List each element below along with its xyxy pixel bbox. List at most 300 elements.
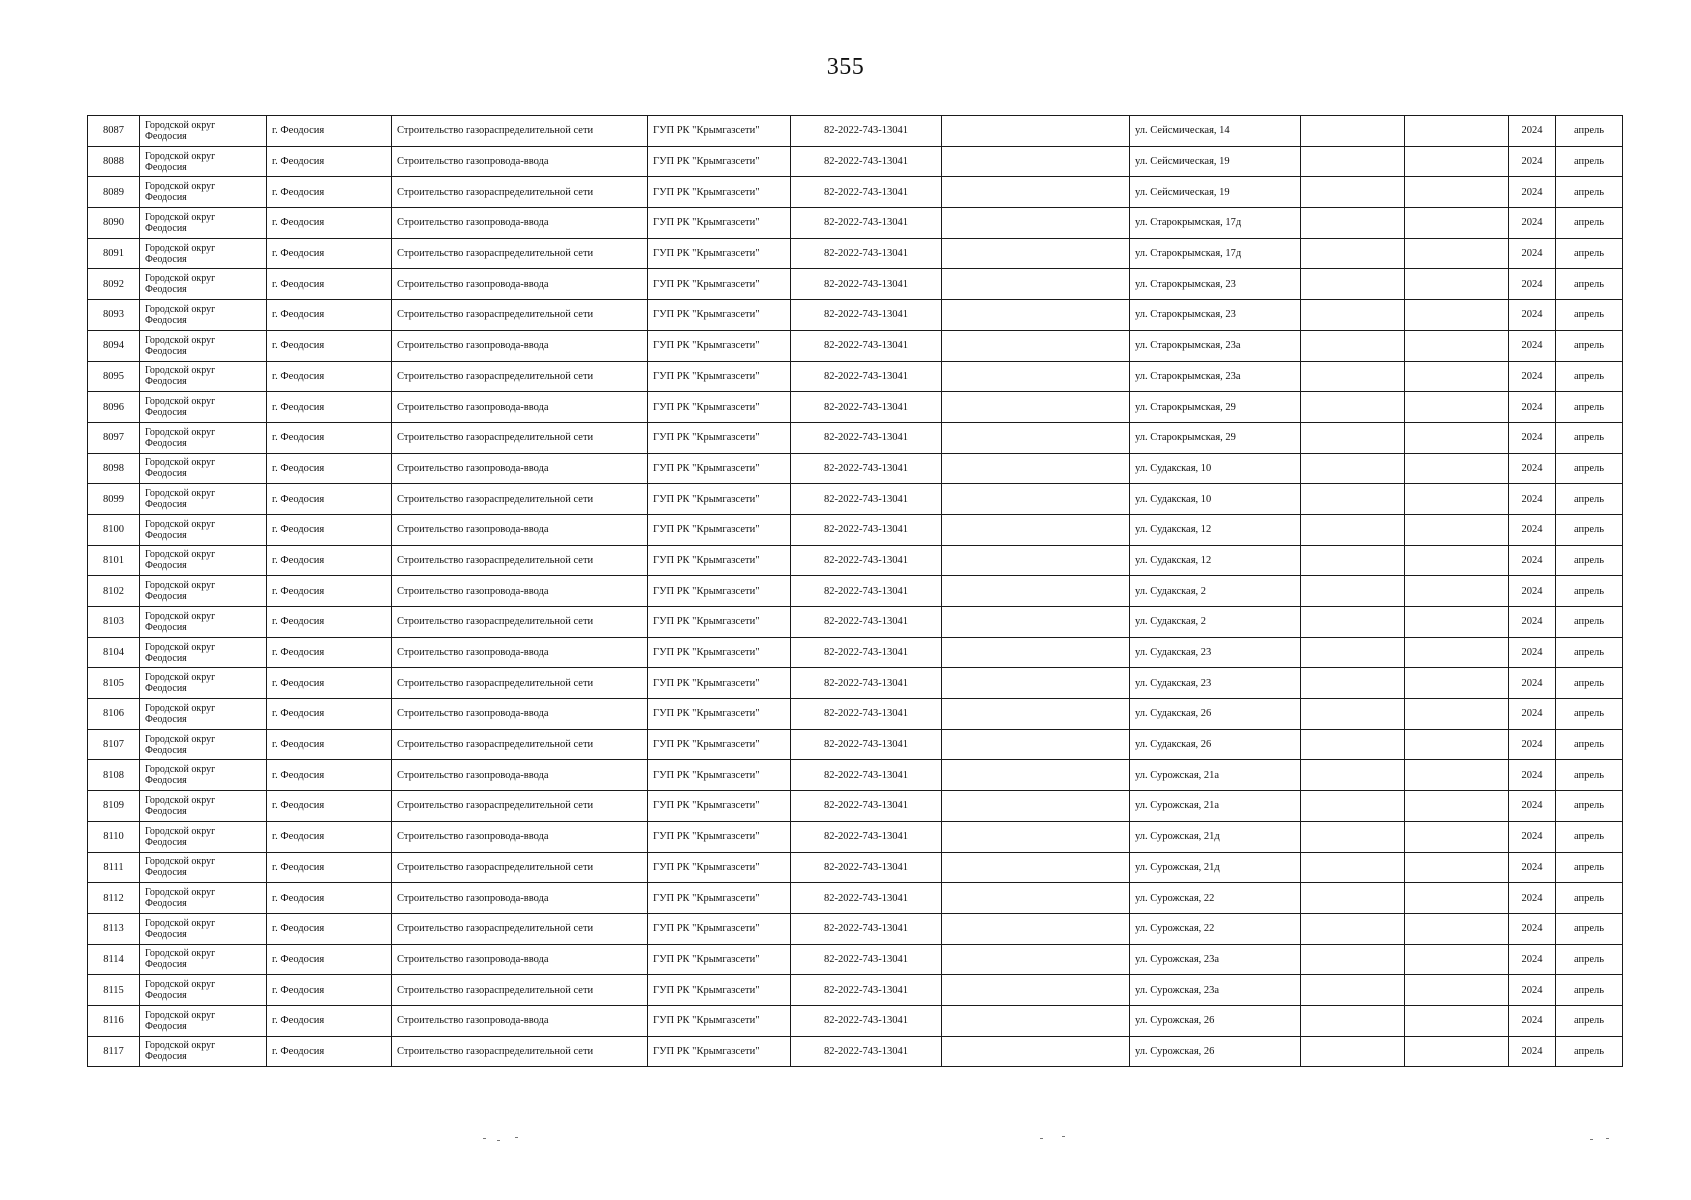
empty-cell — [1405, 760, 1509, 791]
district-cell — [140, 177, 267, 208]
month-cell: апрель — [1556, 699, 1623, 730]
district-line-1: Городской округ — [145, 948, 216, 960]
district-cell — [140, 821, 267, 852]
year-cell: 2024 — [1509, 361, 1556, 392]
district-line-2: Феодосия — [145, 253, 187, 265]
empty-cell — [1301, 269, 1405, 300]
work-type-cell: Строительство газораспределительной сети — [392, 361, 648, 392]
empty-cell — [942, 361, 1130, 392]
registry-code-cell: 82-2022-743-13041 — [791, 392, 942, 423]
row-number: 8106 — [88, 699, 140, 730]
work-type-cell: Строительство газораспределительной сети — [392, 238, 648, 269]
empty-cell — [1301, 208, 1405, 239]
table-row — [88, 300, 1623, 331]
address-cell: ул. Судакская, 12 — [1130, 545, 1301, 576]
city-cell: г. Феодосия — [267, 883, 392, 914]
organization-cell: ГУП РК "Крымгазсети" — [648, 607, 791, 638]
table-row — [88, 637, 1623, 668]
work-type-cell: Строительство газопровода-ввода — [392, 1005, 648, 1036]
empty-cell — [1301, 545, 1405, 576]
table-row — [88, 699, 1623, 730]
district-line-2: Феодосия — [145, 468, 187, 480]
city-cell: г. Феодосия — [267, 1036, 392, 1067]
empty-cell — [1405, 453, 1509, 484]
empty-cell — [1405, 116, 1509, 147]
month-cell: апрель — [1556, 1005, 1623, 1036]
empty-cell — [1301, 514, 1405, 545]
table-row — [88, 852, 1623, 883]
registry-code-cell: 82-2022-743-13041 — [791, 883, 942, 914]
district-line-1: Городской округ — [145, 150, 216, 162]
empty-cell — [942, 269, 1130, 300]
row-number: 8092 — [88, 269, 140, 300]
district-cell — [140, 760, 267, 791]
address-cell: ул. Судакская, 23 — [1130, 637, 1301, 668]
row-number: 8096 — [88, 392, 140, 423]
city-cell: г. Феодосия — [267, 699, 392, 730]
registry-code-cell: 82-2022-743-13041 — [791, 791, 942, 822]
city-cell: г. Феодосия — [267, 238, 392, 269]
district-line-1: Городской округ — [145, 1009, 216, 1021]
month-cell: апрель — [1556, 177, 1623, 208]
district-line-2: Феодосия — [145, 928, 187, 940]
district-line-2: Феодосия — [145, 407, 187, 419]
address-cell: ул. Старокрымская, 23а — [1130, 330, 1301, 361]
district-line-1: Городской округ — [145, 488, 216, 500]
district-line-1: Городской округ — [145, 580, 216, 592]
table-row — [88, 729, 1623, 760]
empty-cell — [1301, 1036, 1405, 1067]
empty-cell — [1405, 729, 1509, 760]
district-line-2: Феодосия — [145, 130, 187, 142]
empty-cell — [1301, 1005, 1405, 1036]
city-cell: г. Феодосия — [267, 576, 392, 607]
work-type-cell: Строительство газораспределительной сети — [392, 1036, 648, 1067]
work-type-cell: Строительство газопровода-ввода — [392, 576, 648, 607]
month-cell: апрель — [1556, 116, 1623, 147]
address-cell: ул. Судакская, 26 — [1130, 729, 1301, 760]
empty-cell — [942, 1005, 1130, 1036]
empty-cell — [942, 975, 1130, 1006]
address-cell: ул. Сейсмическая, 19 — [1130, 146, 1301, 177]
empty-cell — [942, 913, 1130, 944]
work-type-cell: Строительство газораспределительной сети — [392, 607, 648, 638]
city-cell: г. Феодосия — [267, 944, 392, 975]
row-number: 8107 — [88, 729, 140, 760]
organization-cell: ГУП РК "Крымгазсети" — [648, 576, 791, 607]
work-type-cell: Строительство газораспределительной сети — [392, 913, 648, 944]
month-cell: апрель — [1556, 453, 1623, 484]
year-cell: 2024 — [1509, 208, 1556, 239]
row-number: 8103 — [88, 607, 140, 638]
row-number: 8105 — [88, 668, 140, 699]
empty-cell — [942, 760, 1130, 791]
year-cell: 2024 — [1509, 514, 1556, 545]
district-cell — [140, 484, 267, 515]
work-type-cell: Строительство газопровода-ввода — [392, 146, 648, 177]
registry-code-cell: 82-2022-743-13041 — [791, 668, 942, 699]
empty-cell — [1301, 791, 1405, 822]
address-cell: ул. Сурожская, 26 — [1130, 1005, 1301, 1036]
row-number: 8110 — [88, 821, 140, 852]
row-number: 8101 — [88, 545, 140, 576]
district-cell — [140, 422, 267, 453]
month-cell: апрель — [1556, 607, 1623, 638]
table-row — [88, 116, 1623, 147]
organization-cell: ГУП РК "Крымгазсети" — [648, 300, 791, 331]
district-line-1: Городской округ — [145, 334, 216, 346]
empty-cell — [1405, 913, 1509, 944]
year-cell: 2024 — [1509, 146, 1556, 177]
city-cell: г. Феодосия — [267, 177, 392, 208]
empty-cell — [1405, 637, 1509, 668]
empty-cell — [942, 300, 1130, 331]
registry-code-cell: 82-2022-743-13041 — [791, 944, 942, 975]
district-line-1: Городской округ — [145, 211, 216, 223]
district-cell — [140, 238, 267, 269]
empty-cell — [942, 484, 1130, 515]
registry-code-cell: 82-2022-743-13041 — [791, 514, 942, 545]
organization-cell: ГУП РК "Крымгазсети" — [648, 852, 791, 883]
empty-cell — [1405, 422, 1509, 453]
empty-cell — [1301, 330, 1405, 361]
registry-code-cell: 82-2022-743-13041 — [791, 300, 942, 331]
table-row — [88, 238, 1623, 269]
district-line-2: Феодосия — [145, 1051, 187, 1063]
district-cell — [140, 729, 267, 760]
table-row — [88, 821, 1623, 852]
table-row — [88, 944, 1623, 975]
row-number: 8113 — [88, 913, 140, 944]
table-row — [88, 760, 1623, 791]
empty-cell — [1405, 545, 1509, 576]
year-cell: 2024 — [1509, 944, 1556, 975]
empty-cell — [1405, 791, 1509, 822]
empty-cell — [1301, 576, 1405, 607]
city-cell: г. Феодосия — [267, 1005, 392, 1036]
work-type-cell: Строительство газораспределительной сети — [392, 422, 648, 453]
district-cell — [140, 146, 267, 177]
row-number: 8093 — [88, 300, 140, 331]
city-cell: г. Феодосия — [267, 422, 392, 453]
district-line-2: Феодосия — [145, 499, 187, 511]
address-cell: ул. Судакская, 12 — [1130, 514, 1301, 545]
district-cell — [140, 852, 267, 883]
district-line-1: Городской округ — [145, 764, 216, 776]
district-line-1: Городской округ — [145, 610, 216, 622]
organization-cell: ГУП РК "Крымгазсети" — [648, 208, 791, 239]
address-cell: ул. Судакская, 10 — [1130, 484, 1301, 515]
work-type-cell: Строительство газопровода-ввода — [392, 453, 648, 484]
work-type-cell: Строительство газопровода-ввода — [392, 760, 648, 791]
district-line-1: Городской округ — [145, 457, 216, 469]
city-cell: г. Феодосия — [267, 300, 392, 331]
address-cell: ул. Сурожская, 22 — [1130, 913, 1301, 944]
address-cell: ул. Старокрымская, 17д — [1130, 238, 1301, 269]
district-cell — [140, 545, 267, 576]
district-line-2: Феодосия — [145, 959, 187, 971]
year-cell: 2024 — [1509, 453, 1556, 484]
district-line-1: Городской округ — [145, 702, 216, 714]
month-cell: апрель — [1556, 668, 1623, 699]
scan-speck — [1590, 1139, 1593, 1140]
district-line-2: Феодосия — [145, 1020, 187, 1032]
month-cell: апрель — [1556, 238, 1623, 269]
registry-body — [88, 116, 1623, 1067]
year-cell: 2024 — [1509, 699, 1556, 730]
work-type-cell: Строительство газораспределительной сети — [392, 975, 648, 1006]
row-number: 8097 — [88, 422, 140, 453]
year-cell: 2024 — [1509, 821, 1556, 852]
district-cell — [140, 269, 267, 300]
organization-cell: ГУП РК "Крымгазсети" — [648, 791, 791, 822]
table-row — [88, 514, 1623, 545]
empty-cell — [1301, 668, 1405, 699]
organization-cell: ГУП РК "Крымгазсети" — [648, 484, 791, 515]
month-cell: апрель — [1556, 791, 1623, 822]
address-cell: ул. Старокрымская, 29 — [1130, 422, 1301, 453]
month-cell: апрель — [1556, 760, 1623, 791]
row-number: 8102 — [88, 576, 140, 607]
empty-cell — [1301, 975, 1405, 1006]
month-cell: апрель — [1556, 883, 1623, 914]
table-row — [88, 208, 1623, 239]
district-cell — [140, 637, 267, 668]
empty-cell — [1405, 821, 1509, 852]
organization-cell: ГУП РК "Крымгазсети" — [648, 729, 791, 760]
year-cell: 2024 — [1509, 392, 1556, 423]
month-cell: апрель — [1556, 422, 1623, 453]
city-cell: г. Феодосия — [267, 821, 392, 852]
organization-cell: ГУП РК "Крымгазсети" — [648, 116, 791, 147]
district-line-1: Городской округ — [145, 856, 216, 868]
work-type-cell: Строительство газопровода-ввода — [392, 208, 648, 239]
city-cell: г. Феодосия — [267, 146, 392, 177]
district-cell — [140, 330, 267, 361]
district-line-1: Городской округ — [145, 549, 216, 561]
empty-cell — [942, 330, 1130, 361]
empty-cell — [1301, 361, 1405, 392]
city-cell: г. Феодосия — [267, 484, 392, 515]
registry-code-cell: 82-2022-743-13041 — [791, 330, 942, 361]
organization-cell: ГУП РК "Крымгазсети" — [648, 177, 791, 208]
city-cell: г. Феодосия — [267, 392, 392, 423]
city-cell: г. Феодосия — [267, 607, 392, 638]
district-cell — [140, 576, 267, 607]
month-cell: апрель — [1556, 576, 1623, 607]
city-cell: г. Феодосия — [267, 545, 392, 576]
year-cell: 2024 — [1509, 760, 1556, 791]
empty-cell — [942, 791, 1130, 822]
address-cell: ул. Сурожская, 23а — [1130, 975, 1301, 1006]
empty-cell — [1301, 422, 1405, 453]
empty-cell — [1405, 1036, 1509, 1067]
work-type-cell: Строительство газораспределительной сети — [392, 177, 648, 208]
address-cell: ул. Старокрымская, 23а — [1130, 361, 1301, 392]
work-type-cell: Строительство газораспределительной сети — [392, 852, 648, 883]
district-line-1: Городской округ — [145, 396, 216, 408]
empty-cell — [1301, 607, 1405, 638]
year-cell: 2024 — [1509, 177, 1556, 208]
year-cell: 2024 — [1509, 576, 1556, 607]
year-cell: 2024 — [1509, 883, 1556, 914]
organization-cell: ГУП РК "Крымгазсети" — [648, 392, 791, 423]
address-cell: ул. Сейсмическая, 14 — [1130, 116, 1301, 147]
city-cell: г. Феодосия — [267, 852, 392, 883]
month-cell: апрель — [1556, 729, 1623, 760]
registry-code-cell: 82-2022-743-13041 — [791, 484, 942, 515]
empty-cell — [942, 238, 1130, 269]
district-line-2: Феодосия — [145, 713, 187, 725]
empty-cell — [942, 392, 1130, 423]
district-line-1: Городской округ — [145, 641, 216, 653]
month-cell: апрель — [1556, 514, 1623, 545]
row-number: 8114 — [88, 944, 140, 975]
district-line-1: Городской округ — [145, 303, 216, 315]
year-cell: 2024 — [1509, 852, 1556, 883]
empty-cell — [942, 607, 1130, 638]
city-cell: г. Феодосия — [267, 269, 392, 300]
work-type-cell: Строительство газопровода-ввода — [392, 269, 648, 300]
district-line-2: Феодосия — [145, 437, 187, 449]
row-number: 8115 — [88, 975, 140, 1006]
table-row — [88, 668, 1623, 699]
registry-code-cell: 82-2022-743-13041 — [791, 975, 942, 1006]
empty-cell — [942, 821, 1130, 852]
district-cell — [140, 913, 267, 944]
row-number: 8108 — [88, 760, 140, 791]
table-row — [88, 545, 1623, 576]
empty-cell — [1301, 821, 1405, 852]
row-number: 8087 — [88, 116, 140, 147]
table-row — [88, 913, 1623, 944]
city-cell: г. Феодосия — [267, 729, 392, 760]
city-cell: г. Феодосия — [267, 361, 392, 392]
row-number: 8100 — [88, 514, 140, 545]
district-cell — [140, 300, 267, 331]
registry-code-cell: 82-2022-743-13041 — [791, 699, 942, 730]
table-row — [88, 1005, 1623, 1036]
organization-cell: ГУП РК "Крымгазсети" — [648, 760, 791, 791]
district-line-1: Городской округ — [145, 518, 216, 530]
empty-cell — [1405, 852, 1509, 883]
work-type-cell: Строительство газораспределительной сети — [392, 545, 648, 576]
district-line-1: Городской округ — [145, 794, 216, 806]
row-number: 8117 — [88, 1036, 140, 1067]
page-number: 355 — [826, 54, 865, 80]
district-cell — [140, 944, 267, 975]
district-line-2: Феодосия — [145, 192, 187, 204]
year-cell: 2024 — [1509, 607, 1556, 638]
empty-cell — [942, 944, 1130, 975]
empty-cell — [1301, 944, 1405, 975]
year-cell: 2024 — [1509, 791, 1556, 822]
empty-cell — [1301, 116, 1405, 147]
work-type-cell: Строительство газопровода-ввода — [392, 944, 648, 975]
empty-cell — [1405, 177, 1509, 208]
registry-code-cell: 82-2022-743-13041 — [791, 1005, 942, 1036]
month-cell: апрель — [1556, 392, 1623, 423]
work-type-cell: Строительство газопровода-ввода — [392, 883, 648, 914]
district-cell — [140, 607, 267, 638]
city-cell: г. Феодосия — [267, 453, 392, 484]
district-cell — [140, 1005, 267, 1036]
district-line-1: Городской округ — [145, 426, 216, 438]
year-cell: 2024 — [1509, 116, 1556, 147]
month-cell: апрель — [1556, 913, 1623, 944]
district-line-2: Феодосия — [145, 314, 187, 326]
month-cell: апрель — [1556, 852, 1623, 883]
work-type-cell: Строительство газораспределительной сети — [392, 300, 648, 331]
empty-cell — [1301, 177, 1405, 208]
address-cell: ул. Сурожская, 22 — [1130, 883, 1301, 914]
address-cell: ул. Сурожская, 21а — [1130, 760, 1301, 791]
organization-cell: ГУП РК "Крымгазсети" — [648, 514, 791, 545]
district-line-2: Феодосия — [145, 990, 187, 1002]
row-number: 8104 — [88, 637, 140, 668]
empty-cell — [1405, 699, 1509, 730]
registry-code-cell: 82-2022-743-13041 — [791, 146, 942, 177]
table-row — [88, 791, 1623, 822]
registry-code-cell: 82-2022-743-13041 — [791, 637, 942, 668]
registry-code-cell: 82-2022-743-13041 — [791, 208, 942, 239]
empty-cell — [942, 883, 1130, 914]
city-cell: г. Феодосия — [267, 760, 392, 791]
work-type-cell: Строительство газораспределительной сети — [392, 729, 648, 760]
district-line-1: Городской округ — [145, 672, 216, 684]
row-number: 8112 — [88, 883, 140, 914]
empty-cell — [942, 545, 1130, 576]
year-cell: 2024 — [1509, 913, 1556, 944]
district-line-1: Городской округ — [145, 119, 216, 131]
registry-code-cell: 82-2022-743-13041 — [791, 453, 942, 484]
work-type-cell: Строительство газопровода-ввода — [392, 392, 648, 423]
empty-cell — [1301, 913, 1405, 944]
table-row — [88, 330, 1623, 361]
district-cell — [140, 668, 267, 699]
district-line-2: Феодосия — [145, 591, 187, 603]
month-cell: апрель — [1556, 269, 1623, 300]
empty-cell — [942, 514, 1130, 545]
district-line-2: Феодосия — [145, 529, 187, 541]
registry-table — [87, 115, 1623, 1067]
district-line-1: Городской округ — [145, 273, 216, 285]
district-line-2: Феодосия — [145, 345, 187, 357]
row-number: 8109 — [88, 791, 140, 822]
organization-cell: ГУП РК "Крымгазсети" — [648, 146, 791, 177]
empty-cell — [942, 576, 1130, 607]
table-row — [88, 453, 1623, 484]
empty-cell — [1301, 146, 1405, 177]
empty-cell — [1301, 883, 1405, 914]
month-cell: апрель — [1556, 545, 1623, 576]
empty-cell — [1301, 760, 1405, 791]
empty-cell — [1405, 484, 1509, 515]
month-cell: апрель — [1556, 146, 1623, 177]
empty-cell — [942, 177, 1130, 208]
empty-cell — [1301, 637, 1405, 668]
row-number: 8098 — [88, 453, 140, 484]
district-line-2: Феодосия — [145, 775, 187, 787]
work-type-cell: Строительство газораспределительной сети — [392, 668, 648, 699]
empty-cell — [1405, 300, 1509, 331]
work-type-cell: Строительство газопровода-ввода — [392, 514, 648, 545]
empty-cell — [1405, 1005, 1509, 1036]
empty-cell — [1301, 699, 1405, 730]
year-cell: 2024 — [1509, 637, 1556, 668]
empty-cell — [942, 668, 1130, 699]
empty-cell — [1301, 852, 1405, 883]
